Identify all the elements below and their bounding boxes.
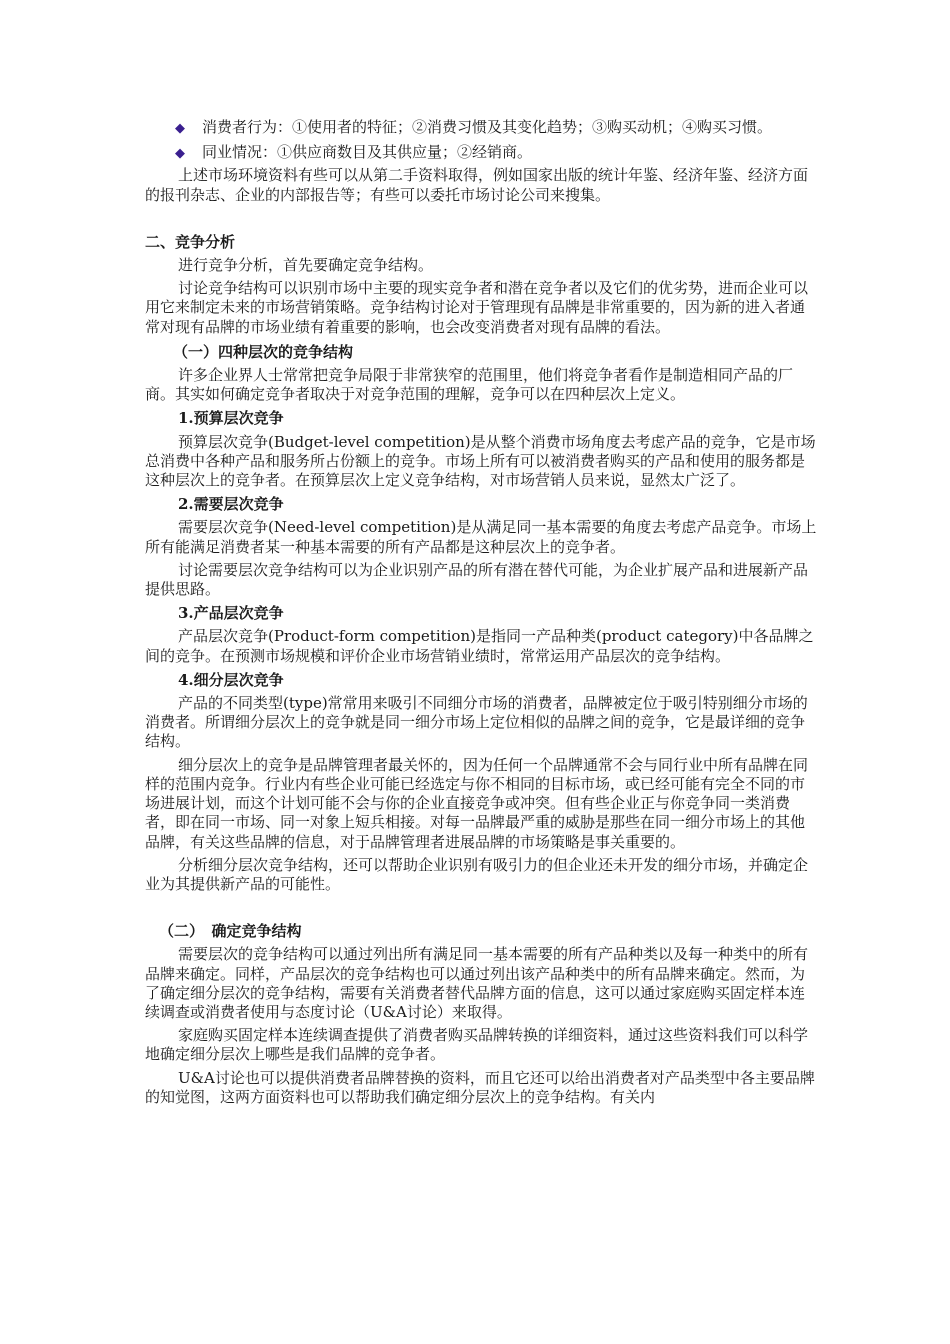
bullet-item [145,118,817,137]
paragraph: 产品的不同类型(type)常常用来吸引不同细分市场的消费者，品牌被定位于吸引特别细分市场的消费者。所谓细分层次上的竞争就是同一细分市场上定位相似的品牌之间的竞争，它是最详细的竞争结构。 [145,694,808,751]
bullet-text: 消费者行为：①使用者的特征；②消费习惯及其变化趋势；③购买动机；④购买习惯。 [202,118,773,136]
subsection-heading: （二） 确定竞争结构 [159,922,302,941]
section-heading: 二、竞争分析 [145,232,236,251]
item-heading: 1.预算层次竞争 [178,409,284,428]
paragraph: 讨论竞争结构可以识别市场中主要的现实竞争者和潜在竞争者以及它们的优劣势，进而企业可以用它来制定未来的市场营销策略。竞争结构讨论对于管理现有品牌是非常重要的，因为新的进入者通常对现有品牌的市场业绩有着重要的影响，也会改变消费者对现有品牌的看法。 [145,279,809,336]
bullet-text: 同业情况：①供应商数目及其供应量；②经销商。 [202,143,533,162]
paragraph: 分析细分层次竞争结构，还可以帮助企业识别有吸引力的但企业还未开发的细分市场，并确定企业为其提供新产品的可能性。 [145,855,809,893]
paragraph: 产品层次竞争(Product-form competition)是指同一产品种类(product category)中各品牌之间的竞争。在预测市场规模和评价企业市场营销业绩时，常常运用产品层次的竞争结构。 [145,627,814,665]
item-heading: 4.细分层次竞争 [178,670,284,689]
paragraph: 预算层次竞争(Budget-level competition)是从整个消费市场角度去考虑产品的竞争，它是市场总消费中各种产品和服务所占份额上的竞争。市场上所有可以被消费者购买的产品和使用的服务都是这种层次上的竞争者。在预算层次上定义竞争结构，对市场营销人员来说，显然太广泛了。 [145,432,816,490]
paragraph: 讨论需要层次竞争结构可以为企业识别产品的所有潜在替代可能，为企业扩展产品和进展新产品提供思路。 [145,560,809,599]
item-heading: 3.产品层次竞争 [178,604,284,623]
paragraph: 需要层次的竞争结构可以通过列出所有满足同一基本需要的所有产品种类以及每一种类中的所有品牌来确定。同样，产品层次的竞争结构也可以通过列出该产品种类中的所有品牌来确定。然而，为了确定细分层次的竞争结构，需要有关消费者替代品牌方面的信息，这可以通过家庭购买固定样本连续调查或消费者使用与态度讨论（U&A讨论）来取得。 [145,945,809,1021]
bullet-item [145,143,817,162]
paragraph: 需要层次竞争(Need-level competition)是从满足同一基本需要的角度去考虑产品竞争。市场上所有能满足消费者某一种基本需要的所有产品都是这种层次上的竞争者。 [145,518,817,556]
paragraph: 进行竞争分析，首先要确定竞争结构。 [178,256,434,275]
paragraph: 细分层次上的竞争是品牌管理者最关怀的，因为任何一个品牌通常不会与同行业中所有品牌在同样的范围内竞争。行业内有些企业可能已经选定与你不相同的目标市场，或已经可能有完全不同的市场进展计划，而这个计划可能不会与你的企业直接竞争或冲突。但有些企业正与你竞争同一类消费者，即在同一市场、同一对象上短兵相接。对每一品牌最严重的威胁是那些在同一细分市场上的其他品牌，有关这些品牌的信息，对于品牌管理者进展品牌的市场策略是事关重要的。 [145,755,809,851]
diamond-bullet-icon: ◆ [175,121,185,136]
diamond-bullet-icon: ◆ [175,146,185,162]
document-page [145,112,817,1107]
subsection-heading: （一）四种层次的竞争结构 [173,342,354,361]
paragraph: U&A讨论也可以提供消费者品牌替换的资料，而且它还可以给出消费者对产品类型中各主要品牌的知觉图，这两方面资料也可以帮助我们确定细分层次上的竞争结构。有关内 [145,1068,815,1106]
paragraph: 上述市场环境资料有些可以从第二手资料取得，例如国家出版的统计年鉴、经济年鉴、经济方面的报刊杂志、企业的内部报告等；有些可以委托市场讨论公司来搜集。 [145,166,809,204]
paragraph: 许多企业界人士常常把竞争局限于非常狭窄的范围里，他们将竞争者看作是制造相同产品的厂商。其实如何确定竞争者取决于对竞争范围的理解，竞争可以在四种层次上定义。 [145,366,794,404]
item-heading: 2.需要层次竞争 [178,495,284,514]
paragraph: 家庭购买固定样本连续调查提供了消费者购买品牌转换的详细资料，通过这些资料我们可以科学地确定细分层次上哪些是我们品牌的竞争者。 [145,1026,809,1064]
